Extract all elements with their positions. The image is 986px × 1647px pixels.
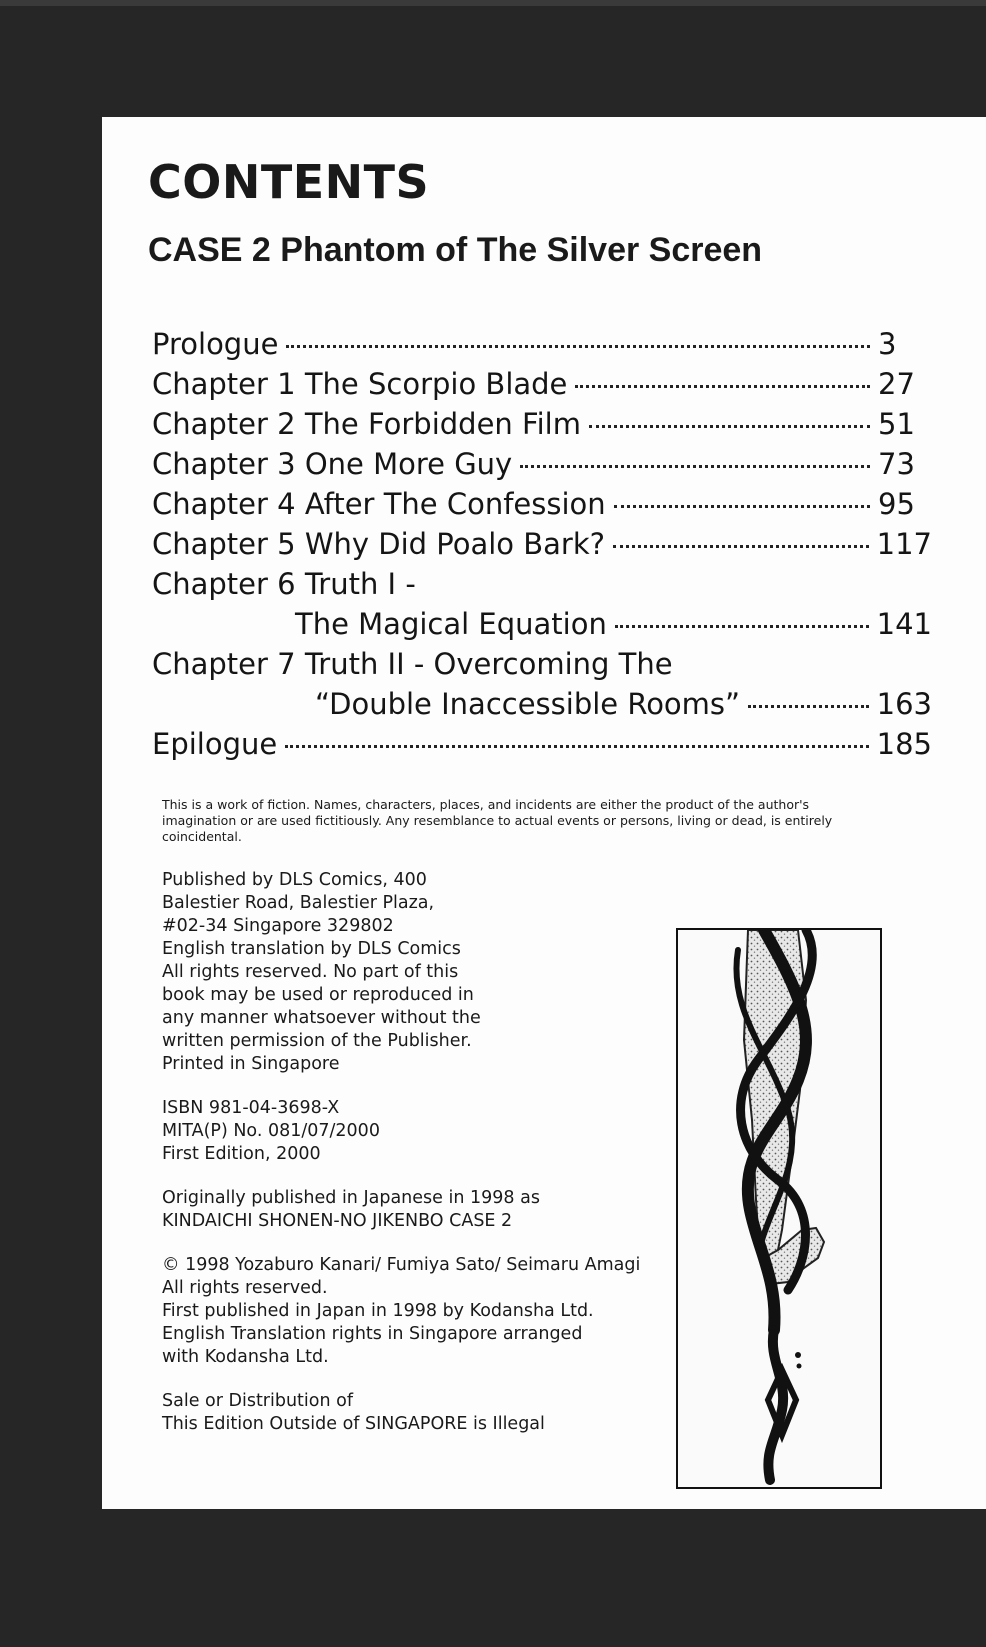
sale-notice-block [162, 1390, 602, 1436]
original-line: KINDAICHI SHONEN-NO JIKENBO CASE 2 [162, 1211, 513, 1231]
toc-entry-label: Chapter 1 The Scorpio Blade [152, 367, 568, 401]
toc-entry-label-continued: The Magical Equation [295, 607, 607, 641]
publisher-line: English translation by DLS Comics [162, 939, 461, 959]
toc-entry-page: 95 [878, 487, 915, 521]
contents-title: CONTENTS [148, 155, 430, 209]
dot-leader [520, 465, 870, 468]
copyright-line: with Kodansha Ltd. [162, 1347, 329, 1367]
dot-leader [286, 345, 870, 348]
toc-entry-page: 27 [878, 367, 915, 401]
original-publication-block [162, 1187, 602, 1233]
publisher-block [162, 869, 602, 1076]
dot-leader [575, 385, 870, 388]
publisher-line: Printed in Singapore [162, 1054, 340, 1074]
sale-line: This Edition Outside of SINGAPORE is Illegal [162, 1414, 545, 1434]
toc-entry-chapter-3 [152, 447, 932, 487]
original-line: Originally published in Japanese in 1998 as [162, 1188, 540, 1208]
isbn-line: First Edition, 2000 [162, 1144, 321, 1164]
toc-entry-page: 3 [878, 327, 897, 361]
toc-entry-chapter-5 [152, 527, 932, 567]
dot-leader [748, 705, 869, 708]
copyright-line: First published in Japan in 1998 by Kodansha Ltd. [162, 1301, 594, 1321]
publisher-line: #02-34 Singapore 329802 [162, 916, 394, 936]
dot-leader [613, 545, 869, 548]
toc-entry-prologue [152, 327, 932, 367]
publisher-line: Balestier Road, Balestier Plaza, [162, 893, 435, 913]
table-of-contents [152, 327, 932, 767]
fiction-disclaimer: This is a work of fiction. Names, characters, places, and incidents are either the product of the author's imagination or are used fictitiously. Any resemblance to actual events or persons, living or dead, is entirely coincidental. [162, 797, 833, 844]
toc-entry-chapter-7-line-2 [152, 687, 932, 727]
toc-entry-page: 117 [876, 527, 932, 561]
dot-leader [614, 505, 870, 508]
toc-entry-epilogue [152, 727, 932, 767]
scan-edge [0, 0, 986, 6]
publisher-line: All rights reserved. No part of this [162, 962, 459, 982]
toc-entry-page: 73 [878, 447, 915, 481]
toc-entry-label-continued: “Double Inaccessible Rooms” [315, 687, 741, 721]
hanging-hand-illustration [676, 928, 882, 1489]
toc-entry-chapter-7-line-1 [152, 647, 932, 687]
isbn-line: MITA(P) No. 081/07/2000 [162, 1121, 380, 1141]
toc-entry-label: Chapter 5 Why Did Poalo Bark? [152, 527, 606, 561]
dot-leader [589, 425, 870, 428]
toc-entry-page: 185 [876, 727, 932, 761]
toc-entry-page: 141 [876, 607, 932, 641]
publisher-line: written permission of the Publisher. [162, 1031, 472, 1051]
isbn-block [162, 1097, 602, 1166]
toc-entry-chapter-2 [152, 407, 932, 447]
toc-entry-chapter-1 [152, 367, 932, 407]
toc-entry-page: 51 [878, 407, 915, 441]
contents-page [102, 117, 986, 1509]
dot-leader [285, 745, 868, 748]
toc-entry-label: Prologue [152, 327, 279, 361]
publisher-line: any manner whatsoever without the [162, 1008, 481, 1028]
toc-entry-label: Chapter 2 The Forbidden Film [152, 407, 581, 441]
copyright-block [162, 1254, 641, 1369]
toc-entry-chapter-6-line-2 [152, 607, 932, 647]
publication-info [162, 869, 641, 1457]
toc-entry-label: Chapter 7 Truth II - Overcoming The [152, 647, 673, 681]
toc-entry-label: Epilogue [152, 727, 278, 761]
copyright-line: © 1998 Yozaburo Kanari/ Fumiya Sato/ Seimaru Amagi [162, 1255, 641, 1275]
toc-entry-label: Chapter 4 After The Confession [152, 487, 606, 521]
copyright-line: English Translation rights in Singapore arranged [162, 1324, 583, 1344]
toc-entry-label: Chapter 3 One More Guy [152, 447, 513, 481]
toc-entry-page: 163 [876, 687, 932, 721]
dot-leader [615, 625, 869, 628]
isbn-line: ISBN 981-04-3698-X [162, 1098, 340, 1118]
copyright-line: All rights reserved. [162, 1278, 328, 1298]
toc-entry-label: Chapter 6 Truth I - [152, 567, 416, 601]
toc-entry-chapter-4 [152, 487, 932, 527]
case-title: CASE 2 Phantom of The Silver Screen [148, 231, 763, 269]
publisher-line: book may be used or reproduced in [162, 985, 474, 1005]
sale-line: Sale or Distribution of [162, 1391, 354, 1411]
toc-entry-chapter-6-line-1 [152, 567, 932, 607]
publisher-line: Published by DLS Comics, 400 [162, 870, 427, 890]
